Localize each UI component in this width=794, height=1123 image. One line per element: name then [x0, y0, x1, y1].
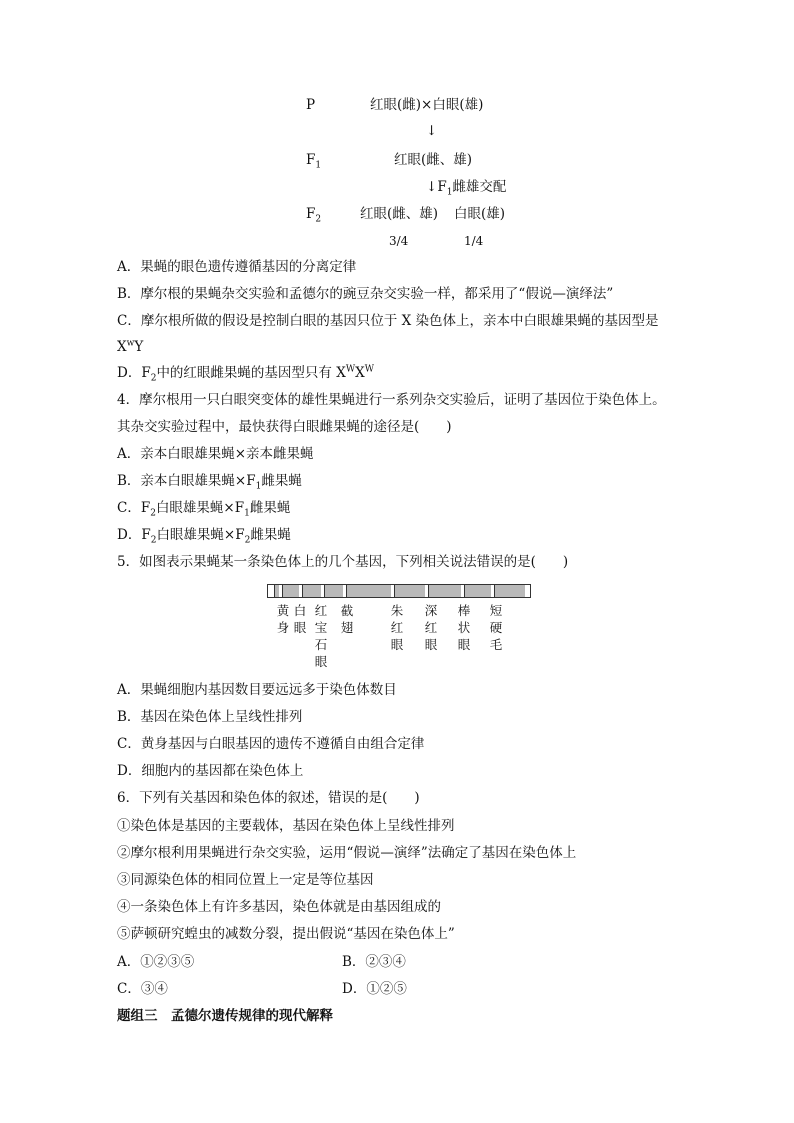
- q3-option-c-line2: $X^wY$: [117, 338, 144, 355]
- down-arrow-icon: ↓: [426, 123, 438, 139]
- f1-mating-note: $↓F_1$雌雄交配: [426, 179, 507, 198]
- q5-option-a: A．果蝇细胞内基因数目要远远多于染色体数目: [117, 682, 397, 698]
- p-label: P: [306, 97, 316, 113]
- p-cross-text: 红眼(雌)×白眼(雄): [370, 97, 484, 113]
- q6-statement-1: ①染色体是基因的主要载体，基因在染色体上呈线性排列: [117, 818, 455, 834]
- q4-stem-line1: 4．摩尔根用一只白眼突变体的雄性果蝇进行一系列杂交实验后，证明了基因位于染色体上。: [117, 392, 666, 408]
- q4-stem-line2: 其杂交实验过程中，最快获得白眼雌果蝇的途径是( ): [117, 419, 452, 435]
- gene-band: [302, 585, 321, 597]
- q6-statement-3: ③同源染色体的相同位置上一定是等位基因: [117, 872, 374, 888]
- gene-label-carmine-eye: 深 红 眼: [424, 603, 438, 652]
- q6-stem: 6．下列有关基因和染色体的叙述，错误的是( ): [117, 790, 420, 806]
- gene-band: [394, 585, 425, 597]
- q6-option-b: B．②③④: [342, 954, 406, 970]
- f2-label: $F_2$: [306, 206, 322, 225]
- gene-label-white-eye: 白 眼: [293, 603, 307, 635]
- gene-band: [428, 585, 461, 597]
- gene-label-cut-wing: 截 翅: [340, 603, 354, 635]
- q5-option-d: D．细胞内的基因都在染色体上: [117, 763, 304, 779]
- q4-option-d: D．$F_2$白眼雄果蝇$\times F_2$雌果蝇: [117, 527, 291, 546]
- q6-statement-5: ⑤萨顿研究蝗虫的减数分裂，提出假说“基因在染色体上”: [117, 926, 455, 942]
- q4-option-c: C．$F_2$白眼雄果蝇$\times F_1$雌果蝇: [117, 500, 291, 519]
- gene-band: [324, 585, 343, 597]
- ratio-red: 3/4: [389, 234, 409, 248]
- q6-statement-2: ②摩尔根利用果蝇进行杂交实验，运用“假说—演绎”法确定了基因在染色体上: [117, 845, 577, 861]
- gene-band: [346, 585, 391, 597]
- q6-option-c: C．③④: [117, 981, 168, 997]
- q3-option-d: D．$F_2$中的红眼雌果蝇的基因型只有 $X^WX^W$: [117, 364, 374, 384]
- gene-label-bar-eye: 棒 状 眼: [457, 603, 471, 652]
- gene-band: [274, 585, 279, 597]
- q3-option-b: B．摩尔根的果蝇杂交实验和孟德尔的豌豆杂交实验一样，都采用了“假说—演绎法”: [117, 286, 614, 302]
- q6-option-a: A．①②③⑤: [117, 954, 195, 970]
- gene-label-vermilion-eye: 朱 红 眼: [390, 603, 404, 652]
- ratio-white: 1/4: [464, 234, 484, 248]
- gene-label-short-bristle: 短 硬 毛: [489, 603, 503, 652]
- chromosome-diagram: [267, 584, 531, 598]
- q3-option-c-line1: C．摩尔根所做的假设是控制白眼的基因只位于 X 染色体上，亲本中白眼雄果蝇的基因型是: [117, 313, 659, 329]
- q4-option-b: B．亲本白眼雄果蝇$\times F_1$雌果蝇: [117, 473, 302, 492]
- q3-option-a: A．果蝇的眼色遗传遵循基因的分离定律: [117, 259, 357, 275]
- gene-band: [282, 585, 299, 597]
- q4-option-a: A．亲本白眼雄果蝇×亲本雌果蝇: [117, 446, 314, 462]
- q5-stem: 5．如图表示果蝇某一条染色体上的几个基因，下列相关说法错误的是( ): [117, 554, 569, 570]
- gene-label-ruby-eye: 红 宝 石 眼: [314, 603, 328, 669]
- q6-statement-4: ④一条染色体上有许多基因，染色体就是由基因组成的: [117, 899, 441, 915]
- f1-text: 红眼(雌、雄): [394, 152, 473, 168]
- q6-option-d: D．①②⑤: [342, 981, 407, 997]
- gene-band: [494, 585, 525, 597]
- f2-text-red: 红眼(雌、雄): [360, 206, 439, 222]
- gene-label-yellow-body: 黄 身: [276, 603, 290, 635]
- down-arrow-icon: ↓: [426, 179, 438, 195]
- f1-label: $F_1$: [306, 152, 322, 171]
- gene-band: [464, 585, 491, 597]
- f2-text-white: 白眼(雄): [454, 206, 506, 222]
- section-heading: 题组三 孟德尔遗传规律的现代解释: [117, 1008, 333, 1024]
- q5-option-b: B．基因在染色体上呈线性排列: [117, 709, 303, 725]
- q5-option-c: C．黄身基因与白眼基因的遗传不遵循自由组合定律: [117, 736, 425, 752]
